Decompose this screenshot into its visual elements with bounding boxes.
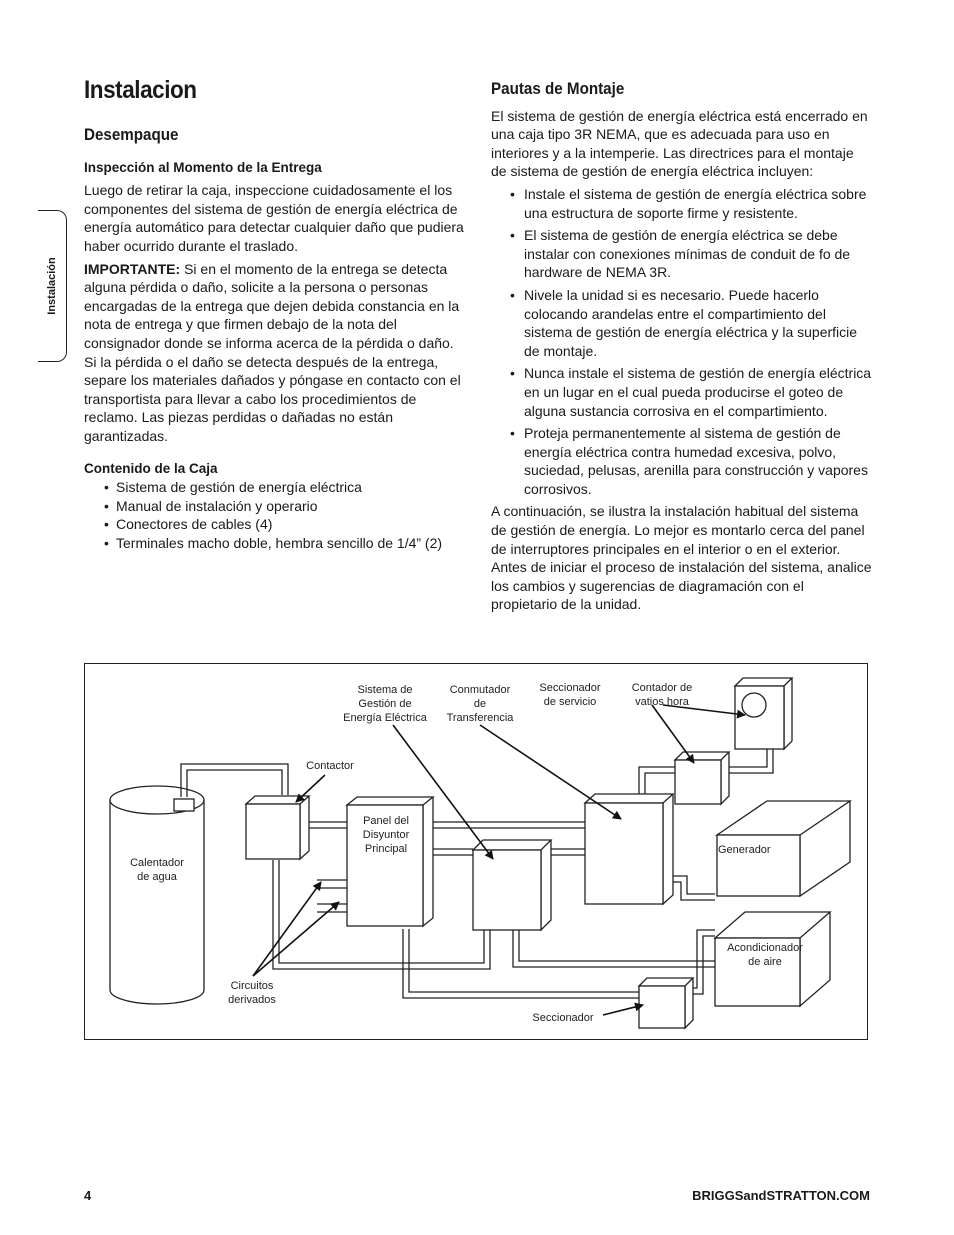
list-item: • Nivele la unidad si es necesario. Puede hacerlo colocando arandelas entre el compartimiento del sistema de gestión de energía eléctrica y la superficie de montaje. bbox=[491, 286, 873, 360]
side-tab-label: Instalación bbox=[46, 257, 58, 315]
list-item: • Nunca instale el sistema de gestión de energía eléctrica en un lugar en el cual pueda producirse el goteo de alguna sustancia corrosiva en el compartimiento. bbox=[491, 364, 873, 420]
installation-diagram bbox=[84, 663, 868, 1040]
label-watt-hour-meter: Contador de vatios hora bbox=[631, 682, 693, 708]
mounting-intro: El sistema de gestión de energía eléctrica está encerrado en una caja tipo 3R NEMA, que es adecuada para uso en interiores y a la intemperie. Las directrices para el montaje de sistema de gestión de energía eléctrica incluyen: bbox=[491, 107, 868, 180]
label-air-conditioner: Acondicionador de aire bbox=[727, 942, 803, 968]
page-number: 4 bbox=[84, 1188, 92, 1203]
inspection-paragraph: Luego de retirar la caja, inspeccione cuidadosamente el los componentes del sistema de gestión de energía eléctrica de energía automático para detectar cualquier daño que pudiera haber ocurrido durante el traslado. bbox=[84, 182, 464, 254]
inspection-subheading: Inspección al Momento de la Entrega bbox=[84, 159, 322, 175]
mounting-closing: A continuación, se ilustra la instalación habitual del sistema de gestión de energía. Lo mejor es montarlo cerca del panel de interruptores principales en el interior o en el exterior. Antes de iniciar el proceso de instalación del sistema, analice los cambios y sugerencias de diagramación con el propietario de la unidad. bbox=[491, 503, 872, 613]
label-disconnect: Seccionador bbox=[532, 1012, 594, 1024]
list-item: • Conectores de cables (4) bbox=[84, 515, 464, 534]
label-service-disconnect: Seccionador de servicio bbox=[539, 682, 601, 708]
mounting-list bbox=[491, 185, 873, 499]
contents-list bbox=[84, 478, 464, 552]
right-column bbox=[491, 80, 873, 618]
left-column bbox=[84, 126, 464, 552]
list-item: • Proteja permanentemente al sistema de gestión de energía eléctrica contra humedad excesiva, polvo, suciedad, pelusas, arenilla para construcción y vapores corrosivos. bbox=[491, 424, 873, 498]
label-water-heater: Calentador de agua bbox=[130, 857, 184, 883]
list-item: • Sistema de gestión de energía eléctrica bbox=[84, 478, 464, 497]
important-paragraph bbox=[84, 260, 464, 446]
contents-subheading: Contenido de la Caja bbox=[84, 460, 218, 476]
label-contactor: Contactor bbox=[306, 760, 354, 772]
important-label: IMPORTANTE: bbox=[84, 260, 181, 277]
unpacking-heading: Desempaque bbox=[84, 126, 179, 144]
list-item: • Terminales macho doble, hembra sencillo de 1/4” (2) bbox=[84, 534, 464, 553]
mounting-heading: Pautas de Montaje bbox=[491, 80, 625, 98]
list-item: • Instale el sistema de gestión de energía eléctrica sobre una estructura de soporte firme y resistente. bbox=[491, 185, 873, 222]
label-power-management-system: Sistema de Gestión de Energía Eléctrica bbox=[343, 684, 427, 724]
website-link[interactable]: BRIGGSandSTRATTON.COM bbox=[692, 1188, 870, 1203]
label-transfer-switch: Conmutador de Transferencia bbox=[446, 684, 514, 724]
list-item: • Manual de instalación y operario bbox=[84, 497, 464, 516]
page-title: Instalacion bbox=[84, 76, 197, 104]
label-branch-circuits: Circuitos derivados bbox=[228, 980, 276, 1006]
label-main-breaker-panel: Panel del Disyuntor Principal bbox=[362, 815, 410, 855]
section-side-tab bbox=[38, 210, 67, 362]
list-item: • El sistema de gestión de energía eléctrica se debe instalar con conexiones mínimas de conduit de fo de hardware de NEMA 3R. bbox=[491, 226, 873, 282]
label-generator: Generador bbox=[718, 844, 771, 856]
important-text: Si en el momento de la entrega se detecta alguna pérdida o daño, solicite a la persona o personas encargadas de la entrega que dejen debida constancia en la nota de entrega y que firmen debajo de la nota del consignador donde se informa acerca de la pérdida o daño. Si la pérdida o el daño se detecta después de la entrega, separe los materiales dañados y póngase en contacto con el transportista para llevar a cabo los procedimientos de reclamo. Las piezas perdidas o dañadas no están garantizadas. bbox=[84, 260, 461, 444]
